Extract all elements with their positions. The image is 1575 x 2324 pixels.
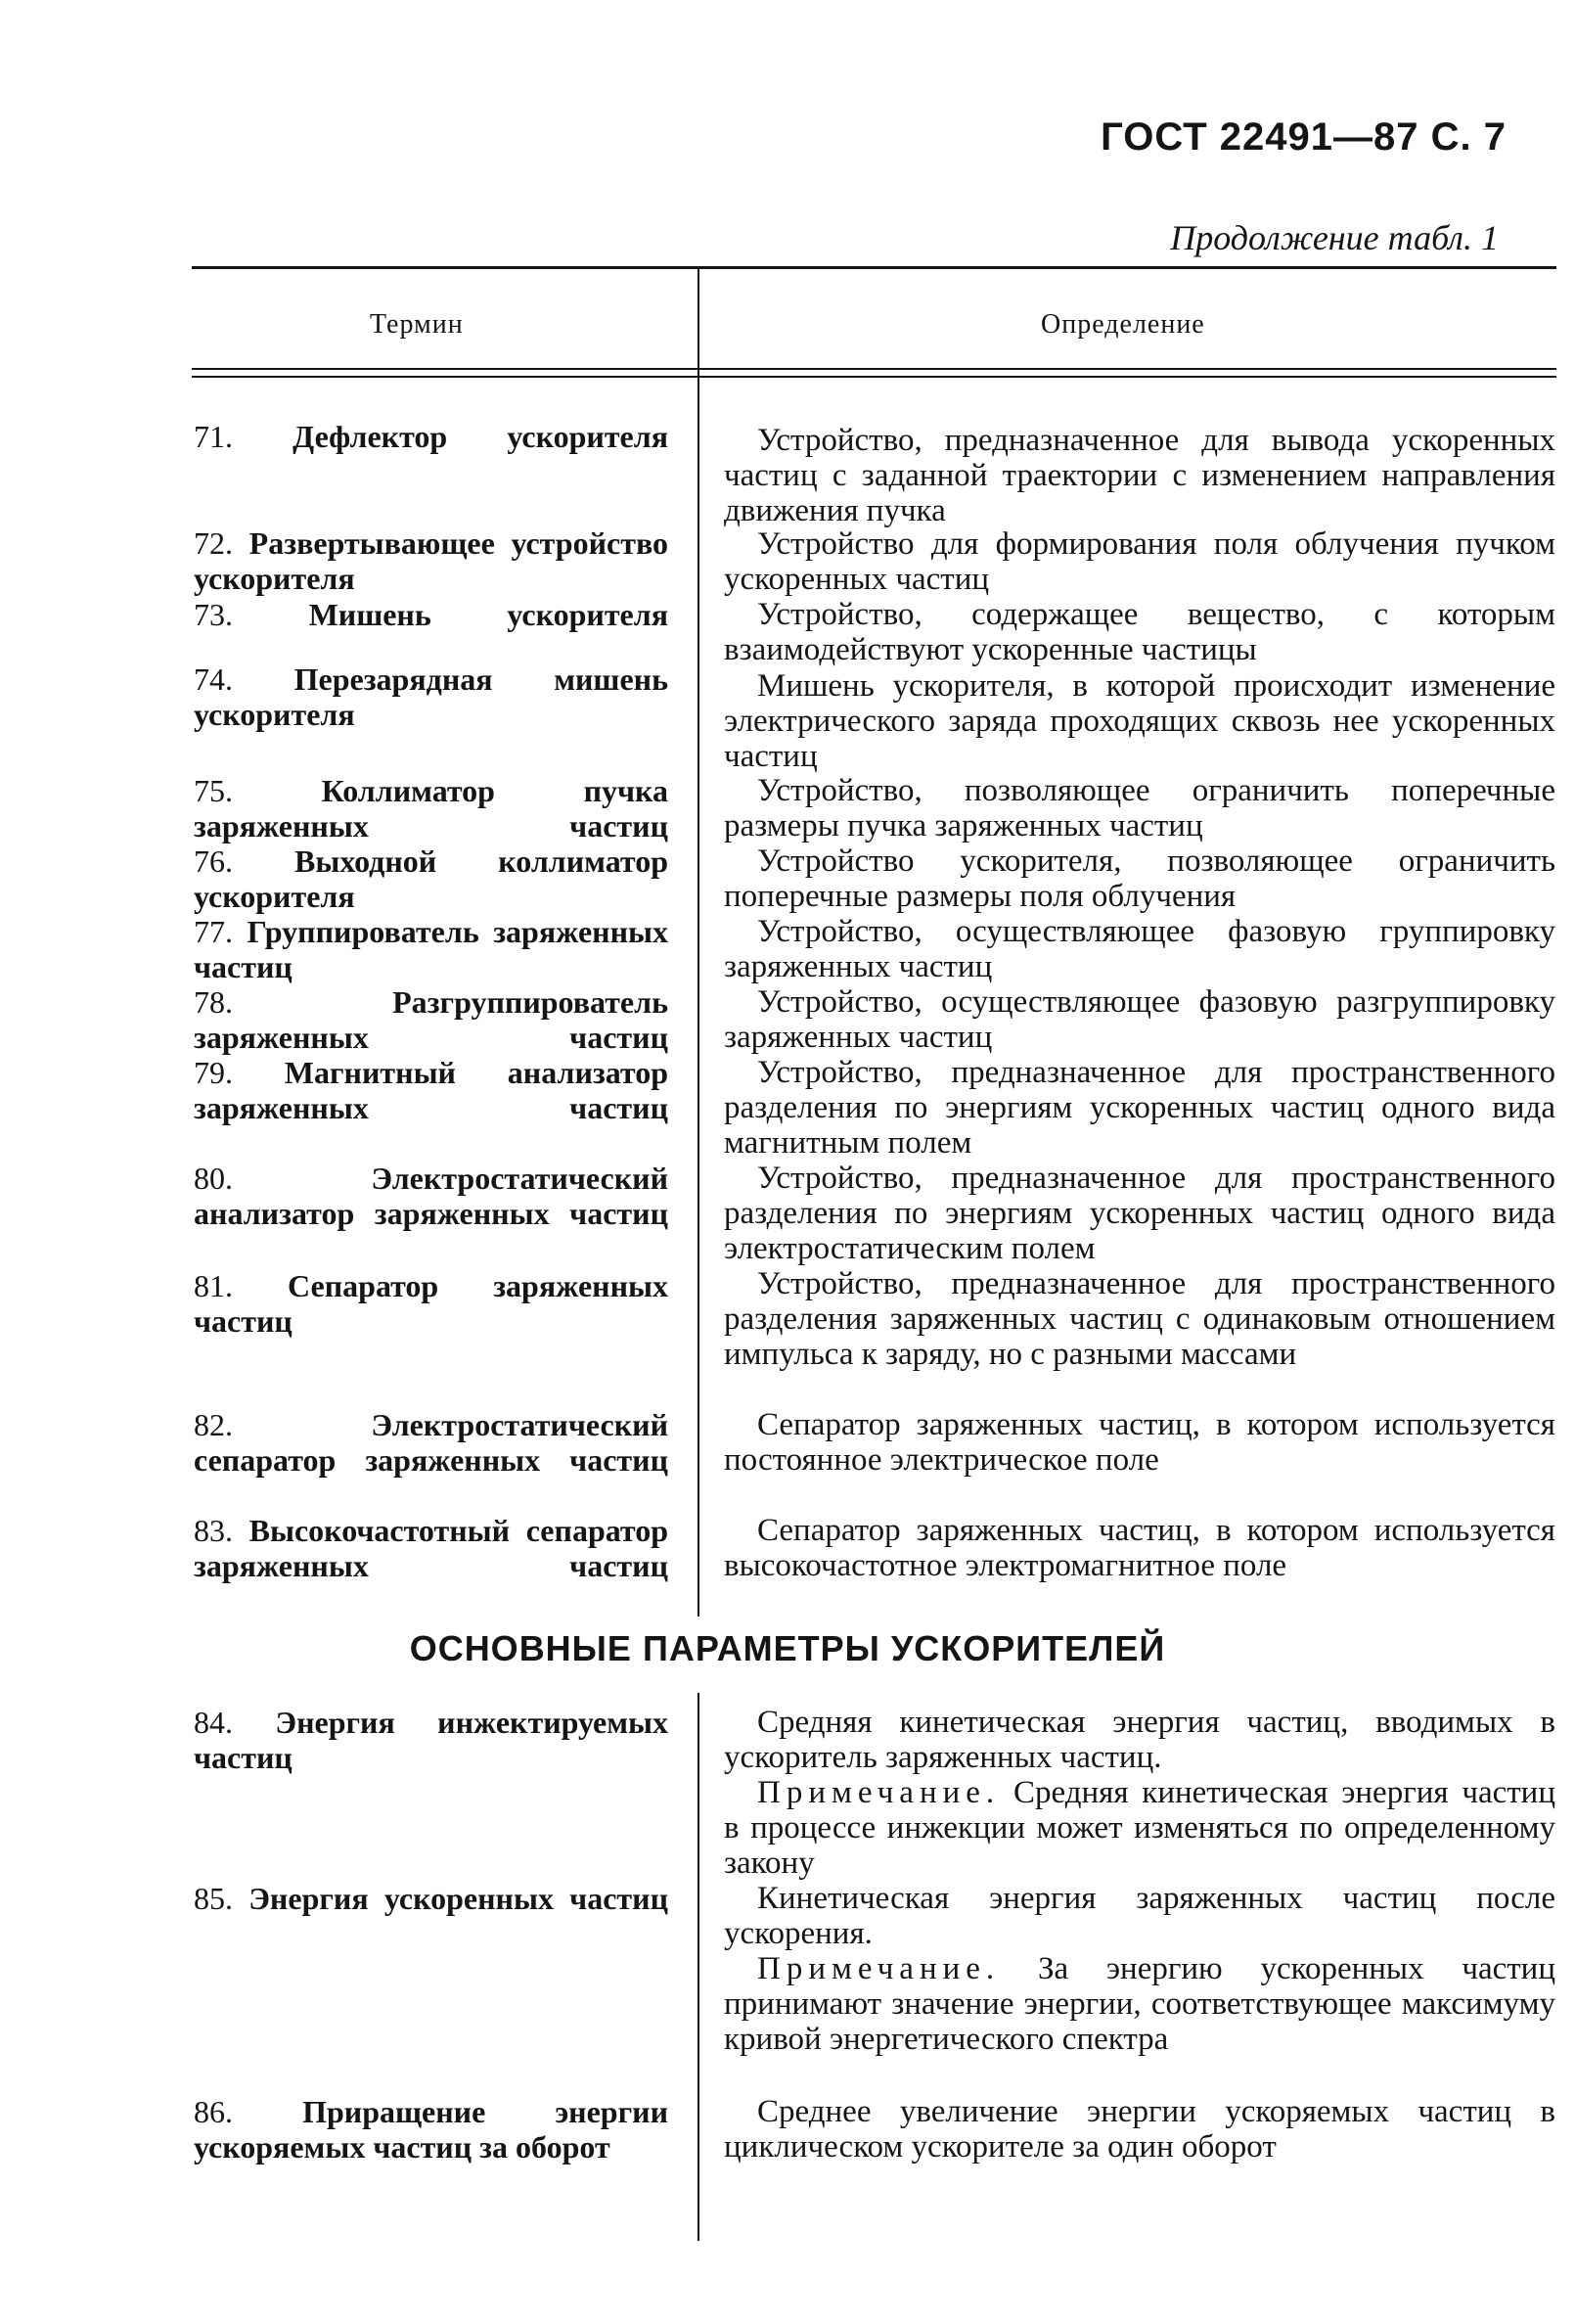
term-text: Мишень ускорителя [308,597,668,632]
term-row-74: 74. Перезарядная мишень ускорителя [194,661,668,732]
term-row-78: 78. Разгруппирователь заряженных частиц [194,984,668,1055]
definition-row-79: Устройство, предназначенное для пространственного разделения по энергиям ускоренных частиц одного вида магнитным полем [724,1055,1555,1161]
term-row-81: 81. Сепаратор заряженных частиц [194,1268,669,1339]
term-text: Сепаратор заряженных частиц [194,1268,669,1339]
term-row-76: 76. Выходной коллиматор ускорителя [194,843,668,914]
header-bottom-rule-2 [192,376,1556,378]
definition-row-76: Устройство ускорителя, позволяющее ограничить поперечные размеры поля облучения [724,843,1555,914]
section-heading: ОСНОВНЫЕ ПАРАМЕТРЫ УСКОРИТЕЛЕЙ [409,1628,1166,1668]
term-row-84: 84. Энергия инжектируемых частиц [194,1705,668,1775]
term-row-73: 73. Мишень ускорителя [194,597,668,632]
definition-row-85: Кинетическая энергия заряженных частиц после ускорения. Примечание. За энергию ускоренных частиц принимают значение энергии, соответствующее максимуму кривой энергетического спектра [724,1881,1555,2057]
term-row-82: 82. Электростатический сепаратор заряженных частиц [194,1407,668,1478]
term-text: Высокочастотный сепаратор заряженных частиц [194,1513,668,1583]
header-bottom-rule [192,368,1556,370]
column-divider-2 [698,1693,699,2241]
term-text: Дефлектор ускорителя [292,419,668,454]
term-row-85: 85. Энергия ускоренных частиц [194,1881,669,1916]
term-text: Коллиматор пучка заряженных частиц [194,773,668,843]
note-85: Примечание. За энергию ускоренных частиц принимают значение энергии, соответствующее максимуму кривой энергетического спектра [724,1951,1555,2057]
term-row-86: 86. Приращение энергии ускоряемых частиц за оборот [194,2094,669,2165]
term-row-83: 83. Высокочастотный сепаратор заряженных частиц [194,1513,668,1583]
column-header-definition: Определение [1041,309,1205,340]
definition-row-71: Устройство, предназначенное для вывода ускоренных частиц с заданной траектории с изменением направления движения пучка [724,423,1555,528]
definition-row-80: Устройство, предназначенное для пространственного разделения по энергиям ускоренных частиц одного вида электростатическим полем [724,1161,1555,1266]
term-text: Приращение энергии ускоряемых частиц за оборот [194,2094,669,2165]
column-divider-1 [698,266,699,1617]
term-row-71: 71. Дефлектор ускорителя [194,419,668,454]
definition-row-82: Сепаратор заряженных частиц, в котором используется постоянное электрическое поле [724,1407,1555,1478]
term-text: Электростатический сепаратор заряженных частиц [194,1407,668,1478]
term-row-79: 79. Магнитный анализатор заряженных частиц [194,1055,669,1125]
definition-row-72: Устройство для формирования поля облучения пучком ускоренных частиц [724,526,1555,597]
term-text: Электростатический анализатор заряженных частиц [194,1161,668,1231]
term-row-77: 77. Группирователь заряженных частиц [194,914,668,984]
term-text: Развертывающее устройство ускорителя [194,525,669,596]
note-84: Примечание. Средняя кинетическая энергия частиц в процессе инжекции может изменяться по определенному закону [724,1775,1555,1881]
definition-row-73: Устройство, содержащее вещество, с которым взаимодействуют ускоренные частицы [724,597,1555,667]
definition-row-77: Устройство, осуществляющее фазовую группировку заряженных частиц [724,914,1555,984]
definition-row-75: Устройство, позволяющее ограничить поперечные размеры пучка заряженных частиц [724,773,1555,843]
term-row-75: 75. Коллиматор пучка заряженных частиц [194,773,668,843]
term-row-80: 80. Электростатический анализатор заряженных частиц [194,1161,668,1231]
table-continuation-label: Продолжение табл. 1 [1170,218,1499,257]
term-text: Перезарядная мишень ускорителя [194,661,668,732]
term-row-72: 72. Развертывающее устройство ускорителя [194,525,669,596]
term-text: Энергия инжектируемых частиц [194,1705,668,1775]
definition-row-78: Устройство, осуществляющее фазовую разгруппировку заряженных частиц [724,984,1555,1055]
column-header-term: Термин [370,309,464,340]
page-header: ГОСТ 22491—87 С. 7 [1101,115,1507,159]
definition-row-74: Мишень ускорителя, в которой происходит изменение электрического заряда проходящих сквозь нее ускоренных частиц [724,668,1555,774]
definition-row-84: Средняя кинетическая энергия частиц, вводимых в ускоритель заряженных частиц. Примечание. Средняя кинетическая энергия частиц в процессе инжекции может изменяться по определенному закону [724,1705,1555,1881]
definition-row-83: Сепаратор заряженных частиц, в котором используется высокочастотное электромагнитное поле [724,1513,1555,1583]
term-text: Выходной коллиматор ускорителя [194,843,668,914]
term-text: Магнитный анализатор заряженных частиц [194,1055,669,1125]
term-text: Разгруппирователь заряженных частиц [194,984,668,1055]
term-text: Группирователь заряженных частиц [194,914,668,984]
definition-row-86: Среднее увеличение энергии ускоряемых частиц в циклическом ускорителе за один оборот [724,2094,1555,2165]
table-top-rule [192,266,1556,269]
term-text: Энергия ускоренных частиц [248,1881,669,1916]
definition-row-81: Устройство, предназначенное для пространственного разделения заряженных частиц с одинаковым отношением импульса к заряду, но с разными массами [724,1266,1555,1372]
